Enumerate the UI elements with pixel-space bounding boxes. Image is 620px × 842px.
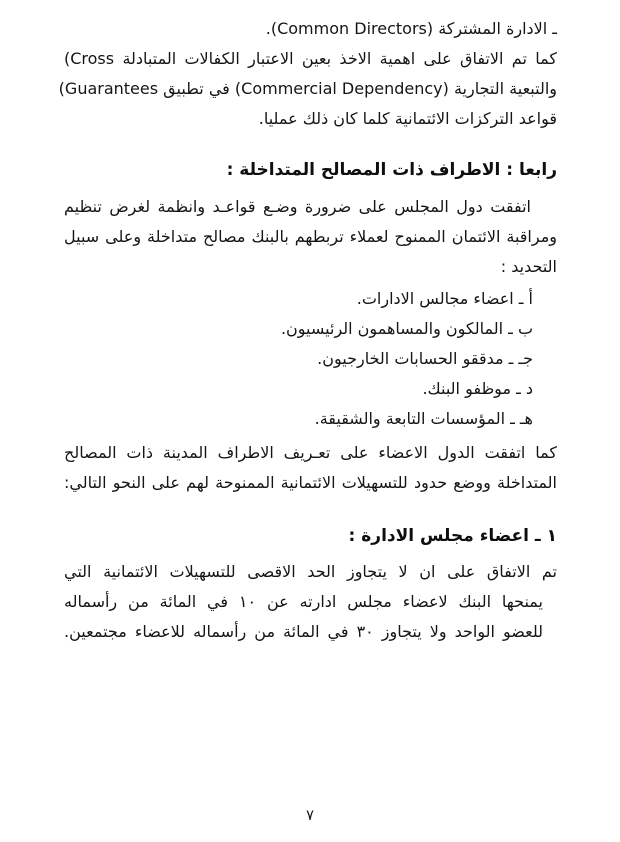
text-line: والتبعية التجارية (Commercial Dependency) في تطبيق ‎(Guarantees	[58, 79, 557, 98]
text-line: كما تم الاتفاق على اهمية الاخذ بعين الاعتبار الكفالات المتبادلة ‎(Cross	[64, 49, 557, 68]
text-line: يمنحها البنك لاعضاء مجلس ادارته عن ١٠ في المائة من رأسماله	[64, 592, 543, 611]
text-line: للعضو الواحد ولا يتجاوز ٣٠ في المائة من رأسماله للاعضاء مجتمعين.	[64, 622, 543, 641]
list-item: هـ ـ المؤسسات التابعة والشقيقة.	[314, 409, 533, 428]
text-line: اتفقت دول المجلس على ضرورة وضـع قواعـد وانظمة لغرض تنظيم	[64, 197, 531, 216]
page-number: ٧	[305, 806, 315, 824]
text-line: كما اتفقت الدول الاعضاء على تعـريف الاطراف المدينة ذات المصالح	[64, 443, 557, 462]
text-line: تم الاتفاق على ان لا يتجاوز الحد الاقصى للتسهيلات الائتمانية التي	[64, 562, 557, 581]
document-body	[58, 14, 557, 647]
list-item: ب ـ المالكون والمساهمون الرئيسيون.	[280, 319, 533, 338]
text-line: التحديد :	[500, 257, 557, 276]
paragraph-definition	[64, 438, 557, 498]
parties-list	[64, 284, 557, 434]
text-line: ومراقبة الائتمان الممنوح لعملاء تربطهم بالبنك مصالح متداخلة وعلى سبيل	[64, 227, 557, 246]
text-line: ـ الادارة المشتركة (Common Directors).	[265, 19, 557, 38]
section-heading-interrelated-parties: رابعا : الاطراف ذات المصالح المتداخلة :	[226, 160, 557, 180]
text-line: قواعد التركزات الائتمانية كلما كان ذلك عمليا.	[258, 109, 557, 128]
paragraph-common-directors	[58, 14, 557, 134]
list-item: أ ـ اعضاء مجالس الادارات.	[356, 289, 533, 308]
paragraph-board-limits	[64, 557, 557, 647]
list-item: جـ ـ مدققو الحسابات الخارجيون.	[317, 349, 533, 368]
paragraph-agreement	[64, 192, 557, 282]
section-heading-board-members: ١ ـ اعضاء مجلس الادارة :	[348, 526, 557, 546]
list-item: د ـ موظفو البنك.	[422, 379, 533, 398]
text-line: المتداخلة ووضع حدود للتسهيلات الائتمانية الممنوحة لهم على النحو التالي:	[64, 473, 557, 492]
